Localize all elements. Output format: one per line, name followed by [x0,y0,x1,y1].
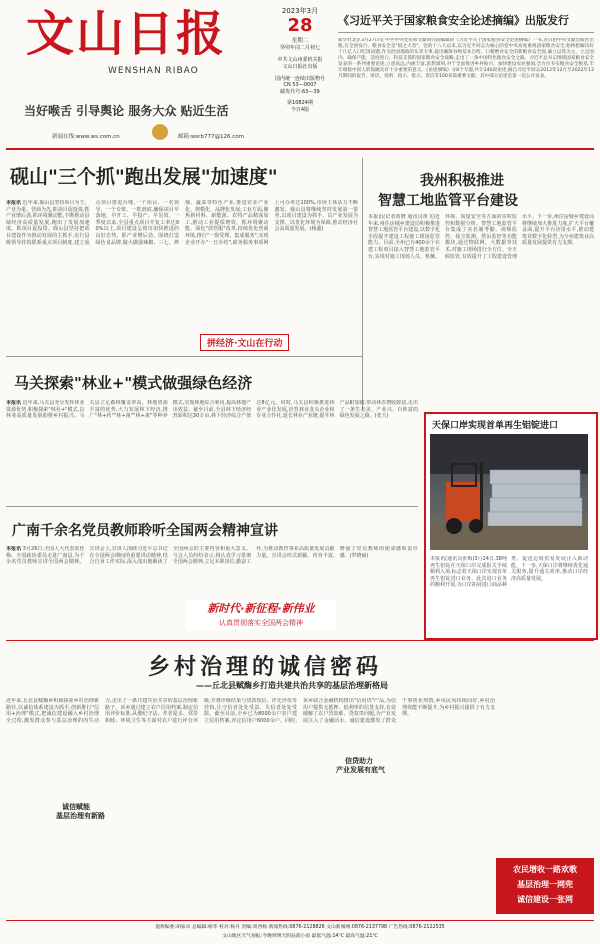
lead-headline[interactable]: 砚山"三个抓"跑出发展"加速度" [10,166,278,188]
photo-body: 本报讯(通讯员张梅)3月24日,38吨再生铝锭在天保口岸完成报关手续顺利入境,标志着天保口岸实现首单再生铝锭进口业务。此次进口业务的顺利开展,为口岸拓展进口商品种类、促进边境贸易发展注入新动能。下一步,天保口岸将继续优化通关服务,提升通关效率,推动口岸经济高质量发展。 [430,556,588,589]
feature-body: 近年来,丘北县赋酶乡积极探索乡村治理新路径,以诚信体系建设为抓手,创新推行"信用+治理"模式,把诚信建设融入乡村治理全过程,激发群众参与基层治理的内生动力,走出了一条共建共治共享的基层治理新路子。该乡通过建立农户信用档案,制定信用评价标准,从遵纪守法、孝老爱亲、邻里和睦、环境卫生等方面对农户进行评分评级,并将评级结果与贷款授信、评先评优等挂钩,让守信者处处受益、失信者处处受限。截至目前,全乡已为8000余户农户建立信用档案,评定信用户6000余户。同时,该乡联合金融机构推出"信用贷"产品,为信用户提供无抵押、低利率的信贷支持,有效破解了农户贷款难、贷款贵问题,为产业发展注入了金融活水。诚信建设激发了群众干事创业热情,乡风民风持续向好,乡村治理效能不断提升,为乡村振兴提供了有力支撑。 [6,698,495,724]
teachers-author: 本报讯 [6,546,22,552]
forest-author: 本报讯 [6,400,22,406]
lead-body-text: 近年来,砚山县坚持项目为王、产业为重、营商为先,抓项目促投资,抓产业增后劲,抓环境聚动能,不断推动县域经济高质量发展,跑出了发展加速度。抓项目促投资。砚山县坚持把项目建设作为推动发展的主抓手,实行县级领导挂钩联系重点项目制度,建立重点项目推进台账,一个项目、一名领导、一个专班、一抓到底,确保项目早落地、早开工、早投产、早见效。一季度以来,全县重点项目开复工率达90%以上,项目建设呈现出加快推进的良好态势。抓产业增后劲。围绕打造绿色食品牌,做大做强辣椒、三七、烤烟、蔬菜等特色产业,推进农业产业化、规模化、品牌化发展;工业方面,聚焦新材料、新能源、农特产品精深加工,推动工业提质增效。抓环境聚动能。深化"放管服"改革,持续优化营商环境,推行"一窗受理、集成服务",实现企业开办"一日办结",政务服务事项网上可办率达100%,市场主体活力不断激发。砚山县将继续坚持发展第一要务,以项目建设为抓手、以产业发展为支撑、以优化环境为保障,推动经济社会高质量发展。(杨鑫) [6,200,358,246]
teachers-body-text: 3月26日,全国人大代表张桂梅、全国政协委员走进广南县,为千余名党员教师宣讲全国两会精神。宣讲会上,宣讲人围绕习近平总书记在全国两会期间的重要讲话精神,结合自身工作实际,深入浅出地解读了全国两会的主要内容和重大意义。与会人员纷纷表示,将认真学习贯彻全国两会精神,立足本职岗位,勤奋工作,为推动教育事业高质量发展贡献力量。宣讲会形式新颖、内容丰富,增强了党员教师的使命感和责任感。(罗晓丽) [6,546,418,566]
masthead-slogan: 当好喉舌 引导舆论 服务大众 贴近生活 [24,104,229,118]
lead-author: 本报讯 [6,200,22,206]
feature-quote-box [496,858,594,914]
email-label[interactable]: 邮箱:wsrb777@126.com [178,134,244,140]
masthead-title: 文山日报 [26,6,227,62]
teachers-headline[interactable]: 广南千余名党员教师聆听全国两会精神宣讲 [12,523,278,539]
date-lunar: 癸卯年闰二月初七 [279,45,320,51]
lead-body [6,200,358,352]
publisher-line2: 文山日报社出版 [282,64,318,70]
postal-code: 邮发代号:63—39 [280,89,320,95]
quote-line3: 诚信建设一张网 [517,895,573,904]
logo-icon [152,124,168,140]
quote-line2: 基层治理一网兜 [517,880,573,889]
top-story-title[interactable]: 《习近平关于国家粮食安全论述摘编》出版发行 [338,14,569,27]
feature-headline[interactable]: 乡村治理的诚信密码 [148,654,383,680]
forest-body-text: 近年来,马关县充分发挥林业资源优势,积极探索"林业+"模式,以林业高质量发展助推乡村振兴。马关县立足森林覆盖率高、林地资源丰富的优势,大力发展林下经济,推广"林+药""林+菌""林+禽"等种养模式,实现林地综合利用,提高林地产出效益。截至目前,全县林下经济经营面积达30万亩,林下经济综合产值达8亿元。同时,马关县积极推进林业产业化发展,培育林业龙头企业和专业合作社,延长林业产业链,提升林产品附加值,带动林农增收致富,走出了一条生态美、产业兴、百姓富的绿色发展之路。(张玉) [6,400,418,420]
cn-code-label: 国内统一连续出版物号 [274,76,325,82]
teachers-badge-line2: 认真贯彻落实全国两会精神 [219,619,303,627]
forest-body [6,400,418,500]
date-weekday: 星期二 [291,38,309,44]
lead-badge: 拼经济·文山在行动 [200,334,289,351]
teachers-badge [186,600,336,630]
top-story-body: 新华社北京3月27日电 中共中央党史和文献研究院编辑的《习近平关于国家粮食安全论述摘编》一书,近日由中央文献出版社出版,在全国发行。粮食安全是"国之大者"。党的十八大以来,以习近平同志为核心的党中央高度重视国家粮食安全,始终把解决好十几亿人口吃饭问题,作为治国理政的头等大事,提出确保谷物基本自给、口粮绝对安全的新粮食安全观,确立以我为主、立足国内、确保产能、适度进口、科技支撑的国家粮食安全战略,走出了一条中国特色粮食安全之路。习近平总书记围绕国家粮食安全发表的一系列重要论述,立意高远,内涵丰富,思想深刻,对于全面推进乡村振兴、加快建设农业强国,全方位夯实粮食安全根基,牢牢端稳中国人的饭碗具有十分重要的意义。《论述摘编》分8个专题,共计240段论述,摘自习近平同志2012年12月至2022年12月期间的报告、讲话、说明、指示、批示、贺信等100多篇重要文献。其中部分论述是第一次公开发表。 [338,38,594,79]
footer-line2: 文山地区天气预报:今晚到明天阴局部小雨 最低气温:14℃ 最高气温:21℃ [222,934,378,939]
feature-subhead: ——丘北县赋酶乡打造共建共治共享的基层治理新格局 [196,681,388,690]
publisher-line1: 中共文山州委机关报 [277,57,323,63]
smart-site-title-2[interactable]: 智慧工地监管平台建设 [378,193,518,209]
teachers-badge-line1: 新时代·新征程·新伟业 [207,602,315,615]
forklift-photo [430,434,588,550]
forest-headline[interactable]: 马关探索"林业+"模式做强绿色经济 [14,374,253,392]
feature-sub2b: 产业发展有底气 [336,766,385,774]
date-day: 28 [287,15,313,36]
page-count: 今日4版 [290,107,310,113]
smart-site-title-1[interactable]: 我州积极推进 [420,173,504,189]
feature-sub2: 信贷助力 [345,757,373,765]
issue-number: 第10824期 [287,100,313,106]
smart-site-body: 本报讯(记者黄晓 通讯员黄飞)近年来,州住房城乡建设局积极推进智慧工地监管平台建设,以数字化手段提升建设工程施工现场监管能力。目前,全州已有400余个在建工程项目接入智慧工地监管平台,实现对施工现场人员、机械、环境、质量安全等方面的实时监控和数据分析。智慧工地监管平台集成了实名制考勤、视频监控、扬尘监测、塔吊监控等功能模块,通过物联网、大数据等技术,对施工现场进行全方位、全天候监管,有效提升了工程建设管理水平。下一步,州住房城乡建设局将继续加大推进力度,扩大平台覆盖面,提升平台应用水平,推动建筑业数字化转型,为全州建筑业高质量发展提供有力支撑。 [368,214,594,260]
date-box [268,6,332,124]
website-label[interactable]: 新闻在线:www.ws.com.cn [52,134,120,140]
feature-sub1b: 基层治理有新路 [56,812,105,820]
date-year-month: 2023年3月 [281,7,319,15]
masthead-title-en: WENSHAN RIBAO [108,66,199,76]
quote-line1: 农民增收一路欢歌 [513,865,577,874]
feature-sub1: 诚信赋能 [62,803,90,811]
footer-line1: 值班编委:胡家卓 总编辑:杨华 校对:杨丹 责编:周西杨 新闻热线:0876-2128826 文山新闻网:0876-2137798 广告热线:0876-2122535 [155,925,445,930]
photo-caption-title[interactable]: 天保口岸实现首单再生铝锭进口 [432,421,559,431]
cn-number: CN 53—0007 [283,82,317,88]
